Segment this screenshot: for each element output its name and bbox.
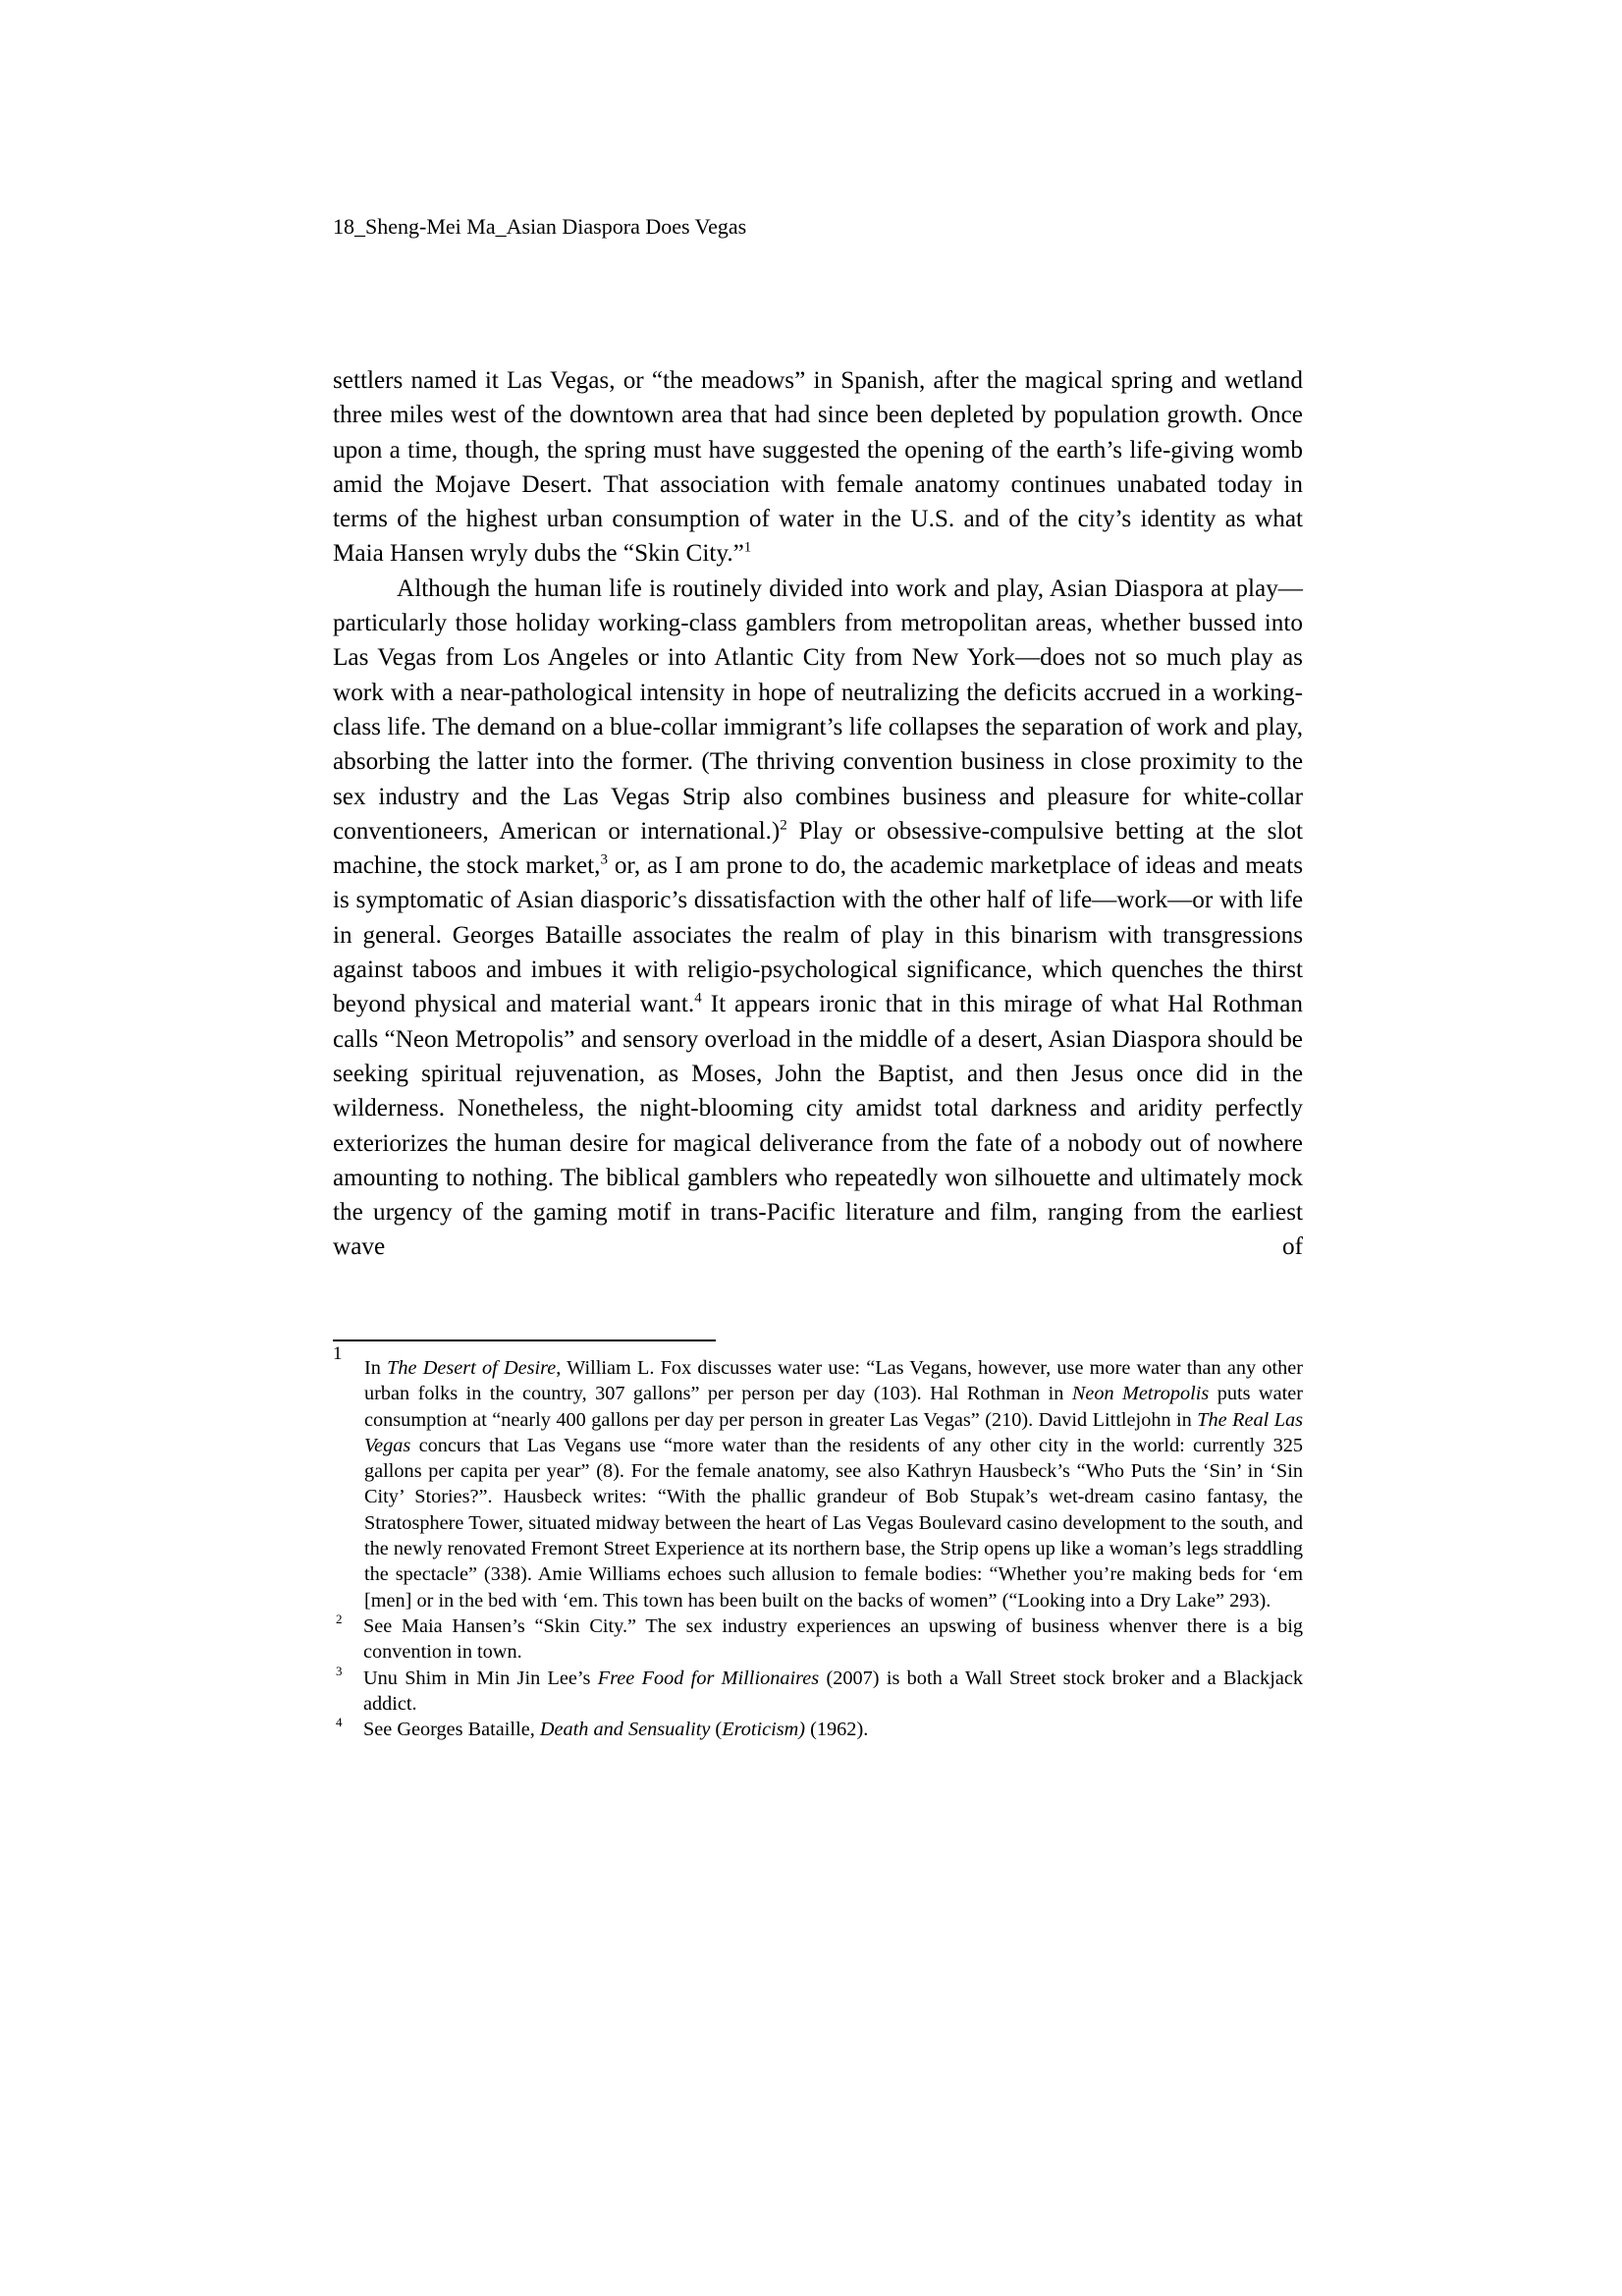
- footnote-3-text-1: Unu Shim in Min Jin Lee’s: [363, 1667, 598, 1689]
- footnote-ref-4[interactable]: 4: [694, 990, 702, 1007]
- footnote-4-text-1: See Georges Bataille,: [363, 1719, 540, 1741]
- footnote-1-title-3: The Real Las Vegas: [364, 1408, 1304, 1456]
- footnote-2-text: See Maia Hansen’s “Skin City.” The sex industry experiences an upswing of business whenver there is a big convention in town.: [363, 1614, 1303, 1664]
- footnote-2: [333, 1613, 1303, 1666]
- paragraph-1-text: settlers named it Las Vegas, or “the meadows” in Spanish, after the magical spring and wetland three miles west of the downtown area that had since been depleted by population growth. Once upon a time, though, the spring must have suggested the opening of the earth’s life-giving womb amid the Mojave Desert. That association with female anatomy continues unabated today in terms of the highest urban consumption of water in the U.S. and of the city’s identity as what Maia Hansen wryly dubs the “Skin City.”: [333, 367, 1303, 568]
- footnote-ref-3[interactable]: 3: [600, 851, 608, 868]
- footnote-separator: [333, 1339, 716, 1341]
- paragraph-2: [333, 572, 1303, 1265]
- paragraph-1: [333, 363, 1303, 572]
- footnote-1-title-1: The Desert of Desire: [387, 1357, 557, 1379]
- footnote-1-text: [364, 1357, 1303, 1612]
- footnote-1-title-2: Neon Metropolis: [1071, 1383, 1210, 1405]
- footnote-ref-2[interactable]: 2: [780, 817, 787, 834]
- footnote-4-title-2: Eroticism): [722, 1719, 806, 1741]
- paragraph-2-text-b: Play or obsessive-compulsive betting at the slot machine, the stock market,: [333, 817, 1303, 880]
- footnote-3-title-1: Free Food for Millionaires: [597, 1667, 820, 1689]
- footnote-1: [333, 1343, 1304, 1613]
- footnote-4: [333, 1717, 1303, 1742]
- footnote-1-text-3: puts water consumption at “nearly 400 gallons per day per person in greater Las Vegas” (210). David Littlejohn in: [364, 1383, 1303, 1431]
- footnote-4-title-1: Death and Sensuality: [539, 1719, 711, 1741]
- footnote-1-text-4: concurs that Las Vegans use “more water than the residents of any other city in the world: currently 325 gallons per capita per year” (8). For the female anatomy, see also Kathryn Hausbeck’s “Who Puts the ‘Sin’ in ‘Sin City’ Stories?”. Hausbeck writes: “With the phallic grandeur of Bob Stupak’s wet-dream casino fantasy, the Stratosphere Tower, situated midway between the heart of Las Vegas Boulevard casino development to the south, and the newly renovated Fremont Street Experience at its northern base, the Strip opens up like a woman’s legs straddling the spectacle” (338). Amie Williams echoes such allusion to female bodies: “Whether you’re making beds for ‘em [men] or in the bed with ‘em. This town has been built on the backs of women” (“Looking into a Dry Lake” 293).: [364, 1434, 1303, 1612]
- footnote-3-number: 3: [336, 1663, 343, 1678]
- footnote-4-text-2: (: [710, 1719, 723, 1741]
- footnote-1-number: 1: [333, 1343, 343, 1364]
- body-text: [333, 363, 1303, 1265]
- footnote-1-text-2: , William L. Fox discusses water use: “Las Vegans, however, use more water than any other urban folks in the country, 307 gallons” per person per day (103). Hal Rothman in: [364, 1357, 1304, 1405]
- footnote-4-text-3: (1962).: [805, 1719, 869, 1741]
- footnote-4-number: 4: [336, 1715, 343, 1730]
- footnote-3-text-2: (2007) is both a Wall Street stock broker and a Blackjack addict.: [363, 1667, 1303, 1715]
- footnote-3: [333, 1663, 1303, 1718]
- footnote-1-text-1: In: [364, 1357, 388, 1379]
- paragraph-2-text-d: It appears ironic that in this mirage of what Hal Rothman calls “Neon Metropolis” and sensory overload in the middle of a desert, Asian Diaspora should be seeking spiritual rejuvenation, as Moses, John the Baptist, and then Jesus once did in the wilderness. Nonetheless, the night-blooming city amidst total darkness and aridity perfectly exteriorizes the human desire for magical deliverance from the fate of a nobody out of nowhere amounting to nothing. The biblical gamblers who repeatedly won silhouette and ultimately mock the urgency of the gaming motif in trans-Pacific literature and film, ranging from the earliest wave of: [333, 991, 1303, 1261]
- footnote-2-number: 2: [336, 1611, 343, 1626]
- paragraph-2-text-a: Although the human life is routinely divided into work and play, Asian Diaspora at play—particularly those holiday working-class gamblers from metropolitan areas, whether bussed into Las Vegas from Los Angeles or into Atlantic City from New York—does not so much play as work with a near-pathological intensity in hope of neutralizing the deficits accrued in a working-class life. The demand on a blue-collar immigrant’s life collapses the separation of work and play, absorbing the latter into the former. (The thriving convention business in close proximity to the sex industry and the Las Vegas Strip also combines business and pleasure for white-collar conventioneers, American or international.): [333, 574, 1303, 845]
- footnotes: [333, 1343, 1304, 1742]
- running-head: 18_Sheng-Mei Ma_Asian Diaspora Does Vegas: [333, 214, 747, 239]
- footnote-ref-1[interactable]: 1: [743, 540, 752, 557]
- paragraph-2-text-c: or, as I am prone to do, the academic marketplace of ideas and meats is symptomatic of Asian diasporic’s dissatisfaction with the other half of life—work—or with life in general. Georges Bataille associates the realm of play in this binarism with transgressions against taboos and imbues it with religio-psychological significance, which quenches the thirst beyond physical and material want.: [333, 852, 1303, 1018]
